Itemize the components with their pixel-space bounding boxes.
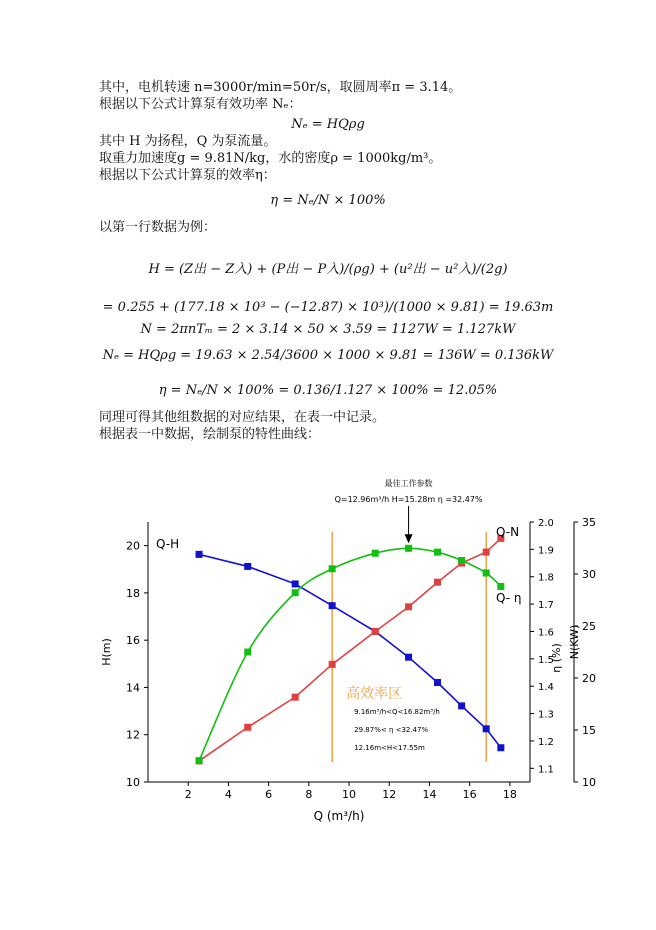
n-tick-label: 1.1	[538, 764, 554, 776]
n-tick-label: 1.4	[538, 682, 554, 694]
equation-shaft-power: N = 2πnTₘ = 2 × 3.14 × 50 × 3.59 = 1127W = 1.127kW	[140, 322, 516, 337]
text-line-4: 取重力加速度g = 9.81N/kg，水的密度ρ = 1000kg/m³。	[99, 151, 442, 166]
eta-tick-label: 35	[582, 516, 596, 529]
data-point-H	[329, 602, 336, 609]
n-tick-label: 1.7	[538, 600, 554, 612]
text-line-6: 以第一行数据为例：	[99, 220, 217, 235]
zone-q-range: 9.16m³/h<Q<16.82m³/h	[354, 708, 440, 716]
eta-tick-label: 25	[582, 620, 596, 633]
h-tick-label: 12	[126, 728, 140, 742]
text-line-8: 根据表一中数据，绘制泵的特性曲线：	[99, 427, 321, 442]
x-axis-title: Q (m³/h)	[313, 809, 365, 823]
data-point-eta	[244, 649, 251, 656]
equation-head: H = (Z出 − Z入) + (P出 − P入)/(ρg) + (u²出 − u²入)/(2g)	[148, 262, 508, 277]
zone-eta-range: 29.87%< η <32.47%	[354, 726, 429, 734]
text-line-1: 其中，电机转速 n=3000r/min=50r/s，取圆周率π = 3.14。	[99, 80, 462, 95]
eta-axis-title: η (%)	[550, 643, 563, 673]
x-tick-label: 6	[265, 788, 273, 801]
data-point-H	[292, 580, 299, 587]
x-tick-label: 12	[382, 788, 397, 801]
data-point-eta	[497, 583, 504, 590]
x-tick-label: 16	[462, 788, 477, 801]
series-label-qn: Q-N	[496, 525, 520, 539]
h-tick-label: 18	[126, 586, 140, 600]
eta-tick-label: 30	[582, 568, 596, 581]
data-point-eta	[483, 569, 490, 576]
n-tick-label: 1.2	[538, 736, 554, 748]
data-point-H	[483, 725, 490, 732]
series-label-qeta: Q- η	[496, 591, 522, 605]
pump-characteristic-chart	[0, 470, 656, 840]
h-axis-title: H(m)	[100, 638, 113, 666]
n-tick-label: 1.6	[538, 627, 554, 639]
data-point-eta	[458, 557, 465, 564]
data-point-H	[244, 563, 251, 570]
best-point-title: 最佳工作参数	[384, 479, 433, 488]
data-point-N	[405, 603, 412, 610]
eta-tick-label: 10	[582, 776, 596, 789]
data-point-eta	[196, 757, 203, 764]
data-point-N	[434, 579, 441, 586]
data-point-N	[483, 549, 490, 556]
text-line-2: 根据以下公式计算泵有效功率 Nₑ：	[99, 97, 302, 112]
x-tick-label: 2	[184, 788, 192, 801]
data-point-eta	[292, 589, 299, 596]
data-point-N	[329, 661, 336, 668]
data-point-N	[292, 694, 299, 701]
eta-tick-label: 15	[582, 724, 596, 737]
x-tick-label: 4	[224, 788, 232, 801]
data-point-H	[405, 654, 412, 661]
eta-tick-label: 20	[582, 672, 596, 685]
equation-head-example: = 0.255 + (177.18 × 10³ − (−12.87) × 10³)/(1000 × 9.81) = 19.63m	[102, 300, 554, 315]
zone-title: 高效率区	[346, 686, 403, 702]
data-point-eta	[405, 545, 412, 552]
data-point-H	[458, 702, 465, 709]
data-point-eta	[372, 550, 379, 557]
h-tick-label: 16	[126, 634, 140, 648]
best-point-arrowhead	[405, 534, 413, 543]
n-tick-label: 1.3	[538, 709, 554, 721]
equation-efficiency: η = Nₑ/N × 100%	[270, 193, 386, 208]
data-point-eta	[329, 565, 336, 572]
h-tick-label: 20	[126, 539, 140, 553]
h-tick-label: 10	[126, 776, 140, 789]
n-tick-label: 1.8	[538, 572, 554, 584]
text-line-5: 根据以下公式计算泵的效率η：	[99, 168, 276, 183]
x-tick-label: 18	[502, 788, 517, 801]
equation-efficiency-example: η = Nₑ/N × 100% = 0.136/1.127 × 100% = 12.05%	[158, 383, 498, 398]
n-tick-label: 1.5	[538, 654, 554, 666]
data-point-H	[497, 744, 504, 751]
zone-h-range: 12.16m<H<17.55m	[354, 744, 425, 752]
data-point-eta	[434, 549, 441, 556]
h-tick-label: 14	[126, 681, 140, 695]
data-point-H	[196, 551, 203, 558]
data-point-H	[434, 679, 441, 686]
text-line-3: 其中 H 为扬程，Q 为泵流量。	[99, 134, 277, 149]
n-axis-title: N(KW)	[568, 624, 581, 660]
data-point-N	[244, 724, 251, 731]
best-point-text: Q=12.96m³/h H=15.28m η =32.47%	[334, 495, 483, 504]
equation-effective-power: Nₑ = HQρg	[291, 117, 365, 132]
series-label-qh: Q-H	[156, 537, 180, 551]
n-tick-label: 2.0	[538, 518, 554, 529]
equation-effective-power-example: Nₑ = HQρg = 19.63 × 2.54/3600 × 1000 × 9.81 = 136W = 0.136kW	[102, 348, 554, 363]
x-tick-label: 8	[305, 788, 313, 801]
x-tick-label: 14	[422, 788, 437, 801]
data-point-N	[372, 628, 379, 635]
text-line-7: 同理可得其他组数据的对应结果，在表一中记录。	[99, 410, 386, 425]
x-tick-label: 10	[342, 788, 357, 801]
n-tick-label: 1.9	[538, 545, 554, 557]
